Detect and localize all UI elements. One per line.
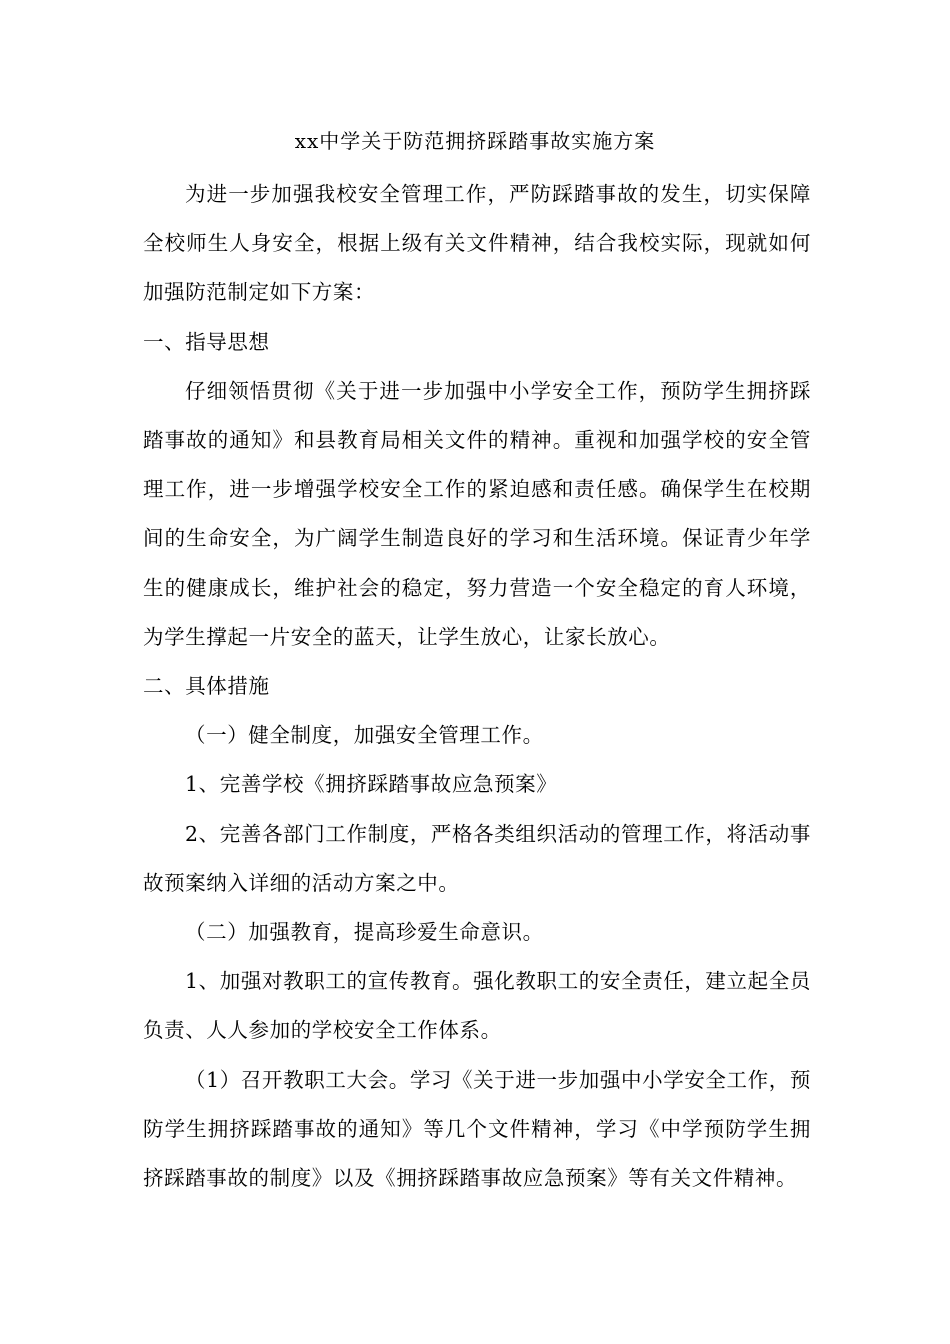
paragraph: （1）召开教职工大会。学习《关于进一步加强中小学安全工作，预防学生拥挤踩踏事故的通知》等几个文件精神，学习《中学预防学生拥挤踩踏事故的制度》以及《拥挤踩踏事故应急预案》等有关文件精神。 xyxy=(143,1067,811,1191)
subsection-heading: （二）加强教育，提高珍爱生命意识。 xyxy=(185,920,544,945)
paragraph: 为进一步加强我校安全管理工作，严防踩踏事故的发生，切实保障全校师生人身安全，根据上级有关文件精神，结合我校实际，现就如何加强防范制定如下方案： xyxy=(143,182,811,305)
paragraph: 1、完善学校《拥挤踩踏事故应急预案》 xyxy=(185,772,558,797)
paragraph: 1、加强对教职工的宣传教育。强化教职工的安全责任，建立起全员负责、人人参加的学校安全工作体系。 xyxy=(143,969,811,1043)
paragraph: 2、完善各部门工作制度，严格各类组织活动的管理工作，将活动事故预案纳入详细的活动方案之中。 xyxy=(143,821,811,895)
subsection-heading: （一）健全制度，加强安全管理工作。 xyxy=(185,723,544,748)
document-body xyxy=(143,170,811,1203)
document-title: xx中学关于防范拥挤踩踏事故实施方案 xyxy=(294,129,656,153)
section-heading: 二、具体措施 xyxy=(143,674,270,699)
section-heading: 一、指导思想 xyxy=(143,329,270,354)
paragraph: 仔细领悟贯彻《关于进一步加强中小学安全工作，预防学生拥挤踩踏事故的通知》和县教育局相关文件的精神。重视和加强学校的安全管理工作，进一步增强学校安全工作的紧迫感和责任感。确保学生在校期间的生命安全，为广阔学生制造良好的学习和生活环境。保证青少年学生的健康成长，维护社会的稳定，努力营造一个安全稳定的育人环境，为学生撑起一片安全的蓝天，让学生放心，让家长放心。 xyxy=(143,378,811,649)
